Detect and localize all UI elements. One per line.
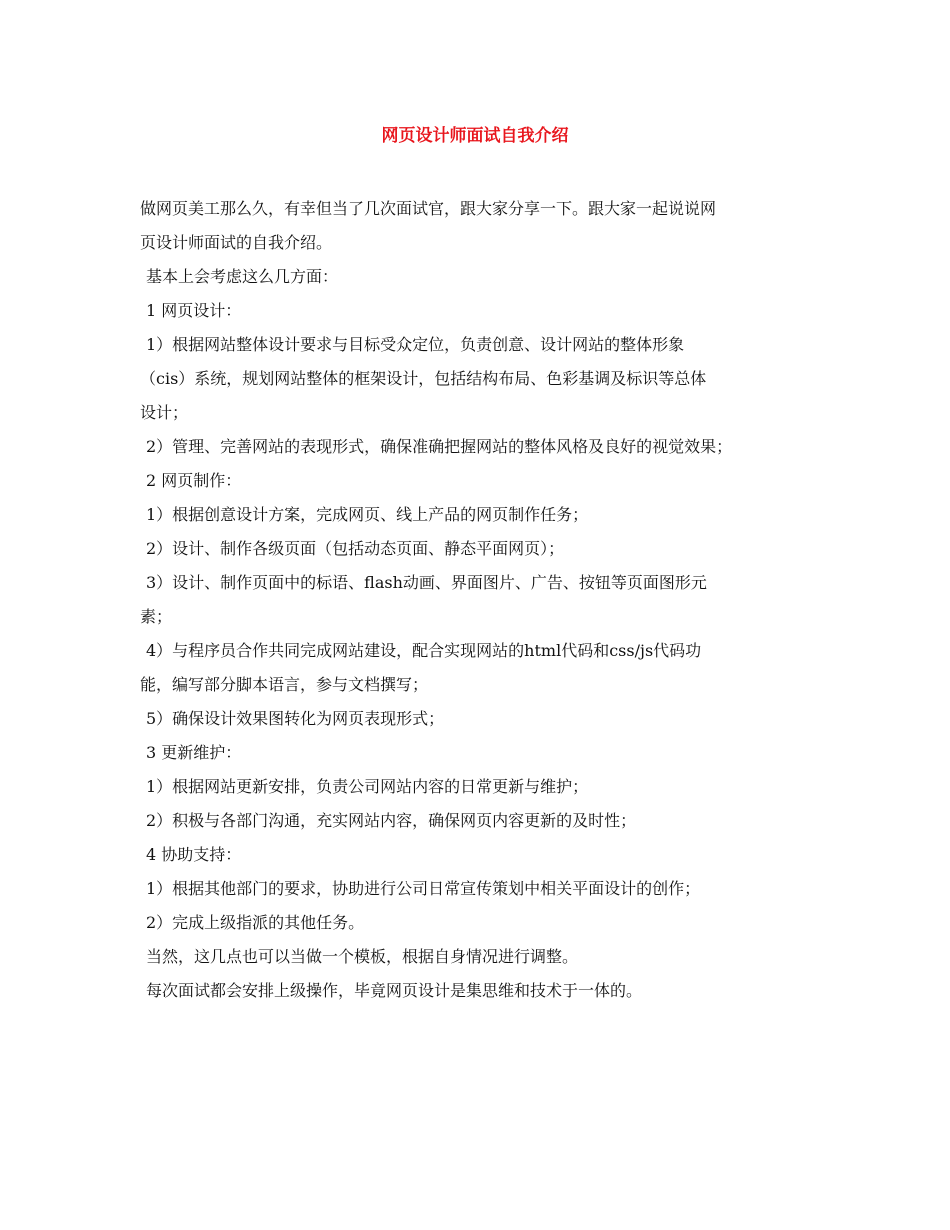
list-item-continued: 设计； <box>140 403 189 422</box>
paragraph-line: 做网页美工那么久，有幸但当了几次面试官，跟大家分享一下。跟大家一起说说网 <box>140 199 717 218</box>
list-item: 2）管理、完善网站的表现形式，确保准确把握网站的整体风格及良好的视觉效果； <box>146 437 733 456</box>
list-item: 1）根据网站整体设计要求与目标受众定位，负责创意、设计网站的整体形象 <box>146 335 685 354</box>
list-item: 2）设计、制作各级页面（包括动态页面、静态平面网页）； <box>146 539 565 558</box>
section-heading: 2 网页制作： <box>146 471 242 490</box>
document-body <box>140 192 830 1008</box>
list-item-continued: 能，编写部分脚本语言，参与文档撰写； <box>140 675 429 694</box>
list-item: 1）根据其他部门的要求，协助进行公司日常宣传策划中相关平面设计的创作； <box>146 879 701 898</box>
paragraph-line: 每次面试都会安排上级操作，毕竟网页设计是集思维和技术于一体的。 <box>146 981 643 1000</box>
document-title: 网页设计师面试自我介绍 <box>381 126 569 146</box>
list-item: 1）根据创意设计方案，完成网页、线上产品的网页制作任务； <box>146 505 589 524</box>
list-item: 1）根据网站更新安排，负责公司网站内容的日常更新与维护； <box>146 777 589 796</box>
paragraph-line: 基本上会考虑这么几方面： <box>146 267 339 286</box>
paragraph-line: 当然，这几点也可以当做一个模板，根据自身情况进行调整。 <box>146 947 579 966</box>
section-heading: 3 更新维护： <box>146 743 242 762</box>
list-item: 2）完成上级指派的其他任务。 <box>146 913 365 932</box>
list-item-continued: 素； <box>140 607 173 626</box>
section-heading: 4 协助支持： <box>146 845 242 864</box>
list-item: 5）确保设计效果图转化为网页表现形式； <box>146 709 445 728</box>
list-item: 3）设计、制作页面中的标语、flash动画、界面图片、广告、按钮等页面图形元 <box>146 573 707 592</box>
section-heading: 1 网页设计： <box>146 301 242 320</box>
paragraph-line: 页设计师面试的自我介绍。 <box>140 233 333 252</box>
list-item: 4）与程序员合作共同完成网站建设，配合实现网站的html代码和css/js代码功 <box>146 641 702 660</box>
list-item: 2）积极与各部门沟通，充实网站内容，确保网页内容更新的及时性； <box>146 811 637 830</box>
list-item-continued: （cis）系统，规划网站整体的框架设计，包括结构布局、色彩基调及标识等总体 <box>140 369 707 388</box>
